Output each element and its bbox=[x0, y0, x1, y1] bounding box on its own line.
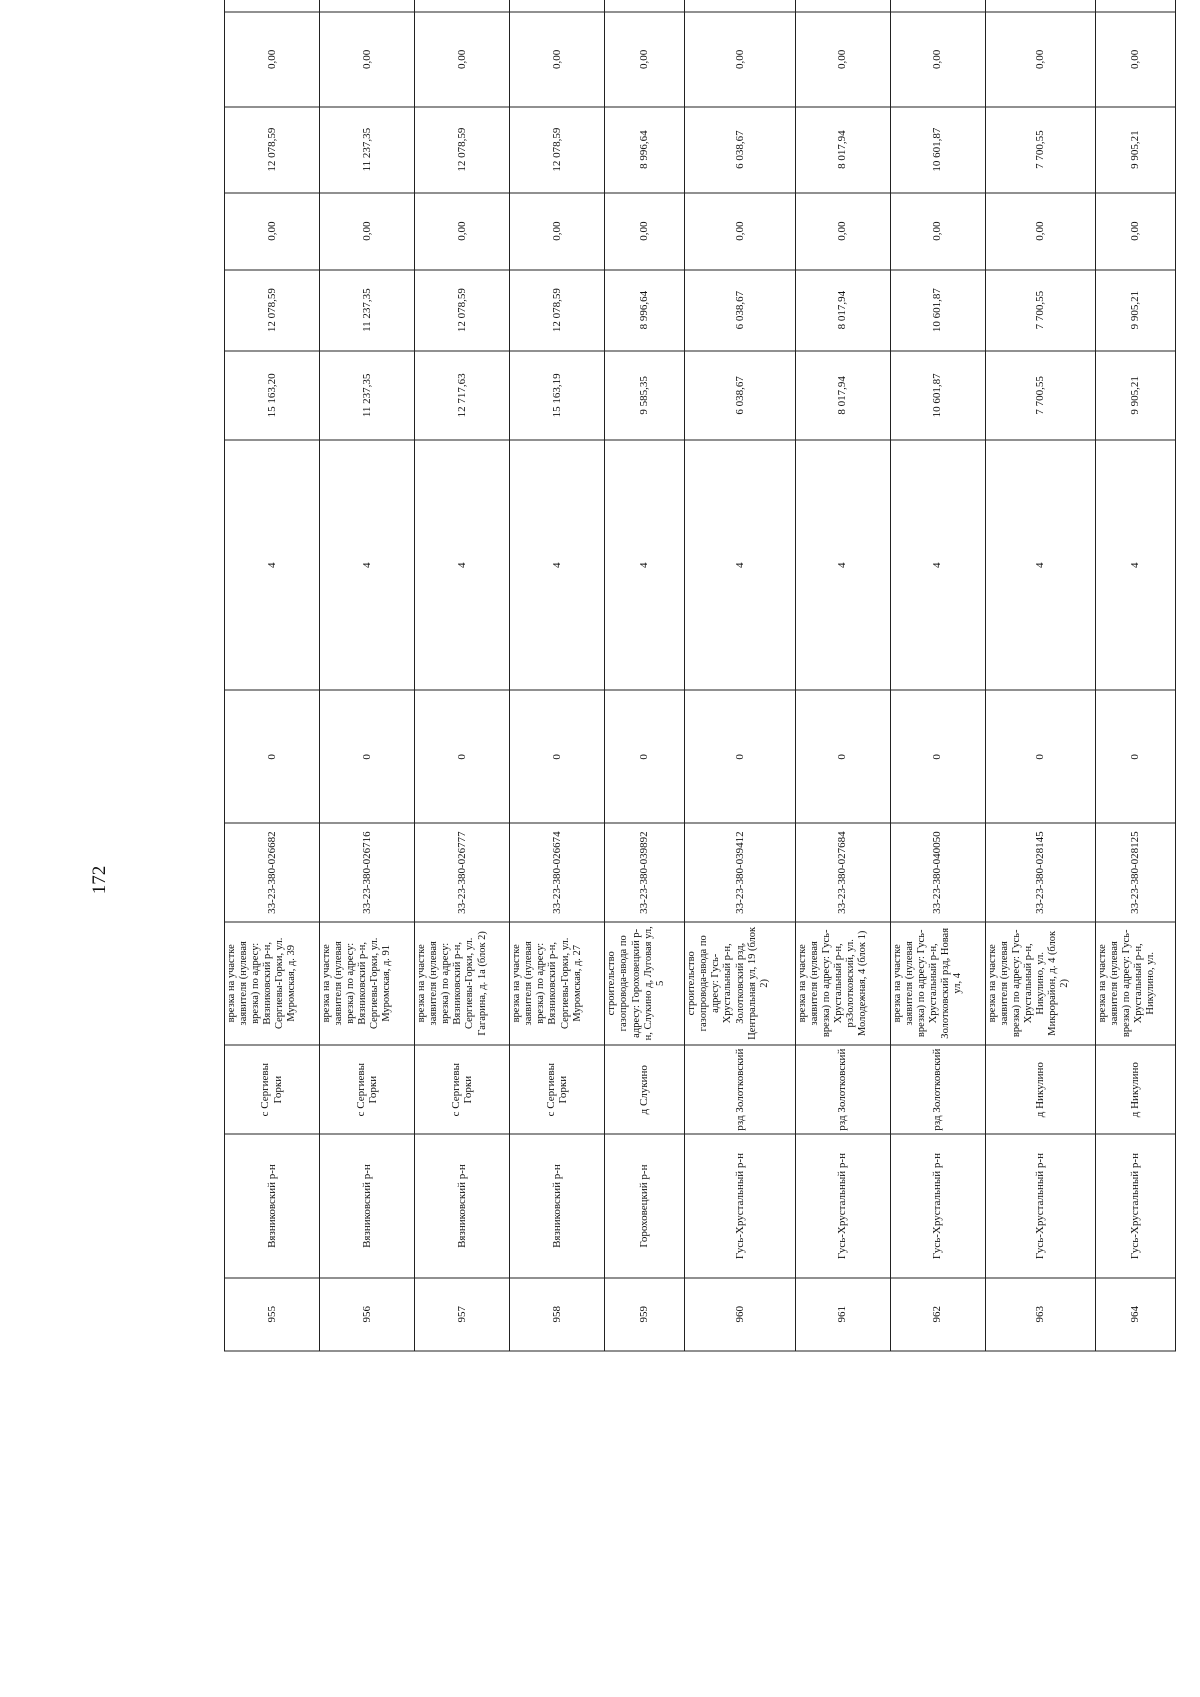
table-row bbox=[605, 0, 685, 1351]
amount-cell: 10 601,87 bbox=[890, 351, 985, 441]
amount-cell: 0,00 bbox=[225, 12, 320, 107]
locality-cell: д Слукино bbox=[605, 1045, 685, 1135]
amount-cell: 12 078,59 bbox=[415, 270, 510, 351]
value-cell: 4 bbox=[685, 440, 795, 690]
amount-cell: 0,00 bbox=[415, 193, 510, 270]
amount-cell: 8 017,94 bbox=[795, 351, 890, 441]
district-cell: Вязниковский р-н bbox=[225, 1135, 320, 1278]
row-number: 959 bbox=[605, 1278, 685, 1351]
page-number: 172 bbox=[89, 865, 110, 895]
district-cell: Гусь-Хрустальный р-н bbox=[685, 1135, 795, 1278]
table-row bbox=[320, 0, 415, 1351]
amount-cell: 12 078,59 bbox=[225, 270, 320, 351]
locality-cell: рзд Золотковский bbox=[795, 1045, 890, 1135]
code-cell: 33-23-380-040050 bbox=[890, 823, 985, 921]
amount-cell: 8 996,64 bbox=[605, 107, 685, 193]
amount-cell: 0,00 bbox=[605, 12, 685, 107]
value-cell: 0 bbox=[890, 690, 985, 823]
table-row bbox=[225, 0, 320, 1351]
table-row bbox=[510, 0, 605, 1351]
amount-cell: 7 700,55 bbox=[985, 270, 1095, 351]
amount-cell: 0,00 bbox=[605, 193, 685, 270]
district-cell: Гороховецкий р-н bbox=[605, 1135, 685, 1278]
row-number: 964 bbox=[1096, 1278, 1176, 1351]
amount-cell: 6 038,67 bbox=[685, 351, 795, 441]
value-cell: 0 bbox=[605, 690, 685, 823]
code-cell: 33-23-380-039412 bbox=[685, 823, 795, 921]
value-cell: 4 bbox=[795, 440, 890, 690]
amount-cell: 0,00 bbox=[1096, 12, 1176, 107]
amount-cell bbox=[225, 0, 320, 12]
district-cell: Вязниковский р-н bbox=[510, 1135, 605, 1278]
table-row bbox=[685, 0, 795, 1351]
description-cell: врезка на участке заявителя (нулевая врезка) по адресу: Вязниковский р-н, Сергиевы-Горки, ул. Муромская, д. 27 bbox=[510, 922, 605, 1045]
amount-cell: 15 163,19 bbox=[510, 351, 605, 441]
value-cell: 0 bbox=[510, 690, 605, 823]
amount-cell bbox=[510, 0, 605, 12]
row-number: 956 bbox=[320, 1278, 415, 1351]
amount-cell: 0,00 bbox=[1096, 193, 1176, 270]
amount-cell: 0,00 bbox=[320, 193, 415, 270]
amount-cell: 0,00 bbox=[510, 193, 605, 270]
value-cell: 0 bbox=[1096, 690, 1176, 823]
amount-cell: 10 601,87 bbox=[890, 107, 985, 193]
amount-cell bbox=[320, 0, 415, 12]
value-cell: 4 bbox=[985, 440, 1095, 690]
locality-cell: с Сергиевы Горки bbox=[225, 1045, 320, 1135]
row-number: 960 bbox=[685, 1278, 795, 1351]
amount-cell: 8 996,64 bbox=[605, 270, 685, 351]
description-cell: врезка на участке заявителя (нулевая врезка) по адресу: Гусь-Хрустальный р-н, рзЗолотковский, ул. Молодежная, 4 (блок 1) bbox=[795, 922, 890, 1045]
amount-cell: 12 078,59 bbox=[415, 107, 510, 193]
table-row bbox=[1096, 0, 1176, 1351]
code-cell: 33-23-380-028145 bbox=[985, 823, 1095, 921]
district-cell: Гусь-Хрустальный р-н bbox=[890, 1135, 985, 1278]
amount-cell: 12 078,59 bbox=[510, 107, 605, 193]
amount-cell bbox=[605, 0, 685, 12]
row-number: 961 bbox=[795, 1278, 890, 1351]
amount-cell bbox=[415, 0, 510, 12]
row-number: 958 bbox=[510, 1278, 605, 1351]
locality-cell: д Никулино bbox=[1096, 1045, 1176, 1135]
data-table bbox=[224, 0, 1176, 1352]
locality-cell: с Сергиевы Горки bbox=[510, 1045, 605, 1135]
amount-cell bbox=[795, 0, 890, 12]
district-cell: Гусь-Хрустальный р-н bbox=[795, 1135, 890, 1278]
amount-cell: 0,00 bbox=[415, 12, 510, 107]
row-number: 962 bbox=[890, 1278, 985, 1351]
amount-cell: 0,00 bbox=[320, 12, 415, 107]
table-row bbox=[890, 0, 985, 1351]
amount-cell: 0,00 bbox=[985, 193, 1095, 270]
value-cell: 4 bbox=[605, 440, 685, 690]
row-number: 957 bbox=[415, 1278, 510, 1351]
amount-cell: 11 237,35 bbox=[320, 351, 415, 441]
amount-cell: 9 905,21 bbox=[1096, 107, 1176, 193]
amount-cell: 10 601,87 bbox=[890, 270, 985, 351]
value-cell: 0 bbox=[795, 690, 890, 823]
table-row bbox=[795, 0, 890, 1351]
rotated-table-container bbox=[224, 0, 1176, 1352]
code-cell: 33-23-380-026674 bbox=[510, 823, 605, 921]
amount-cell: 12 078,59 bbox=[510, 270, 605, 351]
amount-cell: 8 017,94 bbox=[795, 107, 890, 193]
amount-cell bbox=[685, 0, 795, 12]
amount-cell: 11 237,35 bbox=[320, 107, 415, 193]
value-cell: 0 bbox=[320, 690, 415, 823]
amount-cell: 6 038,67 bbox=[685, 107, 795, 193]
code-cell: 33-23-380-026777 bbox=[415, 823, 510, 921]
value-cell: 0 bbox=[685, 690, 795, 823]
table-body bbox=[225, 0, 1176, 1351]
value-cell: 0 bbox=[985, 690, 1095, 823]
amount-cell bbox=[1096, 0, 1176, 12]
district-cell: Гусь-Хрустальный р-н bbox=[985, 1135, 1095, 1278]
amount-cell bbox=[985, 0, 1095, 12]
description-cell: строительство газопровода-ввода по адресу: Гусь-Хрустальный р-н, Золотковский рзд, Центральная ул, 19 (блок 2) bbox=[685, 922, 795, 1045]
description-cell: врезка на участке заявителя (нулевая врезка) по адресу: Вязниковский р-н, Сергиевы-Горки, ул. Муромская, д. 39 bbox=[225, 922, 320, 1045]
amount-cell: 0,00 bbox=[685, 12, 795, 107]
value-cell: 4 bbox=[225, 440, 320, 690]
code-cell: 33-23-380-026682 bbox=[225, 823, 320, 921]
value-cell: 4 bbox=[1096, 440, 1176, 690]
description-cell: строительство газопровода-ввода по адресу: Гороховецкий р-н, Слукино д, Луговая ул, 5 bbox=[605, 922, 685, 1045]
row-number: 963 bbox=[985, 1278, 1095, 1351]
amount-cell bbox=[890, 0, 985, 12]
amount-cell: 0,00 bbox=[685, 193, 795, 270]
amount-cell: 0,00 bbox=[985, 12, 1095, 107]
amount-cell: 11 237,35 bbox=[320, 270, 415, 351]
row-number: 955 bbox=[225, 1278, 320, 1351]
amount-cell: 15 163,20 bbox=[225, 351, 320, 441]
description-cell: врезка на участке заявителя (нулевая врезка) по адресу: Гусь-Хрустальный р-н, Золотковский рзд, Новая ул, 4 bbox=[890, 922, 985, 1045]
code-cell: 33-23-380-027684 bbox=[795, 823, 890, 921]
value-cell: 4 bbox=[890, 440, 985, 690]
amount-cell: 12 078,59 bbox=[225, 107, 320, 193]
amount-cell: 6 038,67 bbox=[685, 270, 795, 351]
code-cell: 33-23-380-026716 bbox=[320, 823, 415, 921]
description-cell: врезка на участке заявителя (нулевая врезка) по адресу: Гусь-Хрустальный р-н, Никулино, ул. bbox=[1096, 922, 1176, 1045]
district-cell: Вязниковский р-н bbox=[320, 1135, 415, 1278]
amount-cell: 9 585,35 bbox=[605, 351, 685, 441]
amount-cell: 7 700,55 bbox=[985, 351, 1095, 441]
amount-cell: 0,00 bbox=[510, 12, 605, 107]
locality-cell: д Никулино bbox=[985, 1045, 1095, 1135]
description-cell: врезка на участке заявителя (нулевая врезка) по адресу: Вязниковский р-н, Сергиевы-Горки, ул. Гагарина, д. 1а (блок 2) bbox=[415, 922, 510, 1045]
value-cell: 4 bbox=[510, 440, 605, 690]
table-row bbox=[985, 0, 1095, 1351]
amount-cell: 7 700,55 bbox=[985, 107, 1095, 193]
locality-cell: с Сергиевы Горки bbox=[415, 1045, 510, 1135]
amount-cell: 0,00 bbox=[795, 12, 890, 107]
code-cell: 33-23-380-028125 bbox=[1096, 823, 1176, 921]
locality-cell: рзд Золотковский bbox=[890, 1045, 985, 1135]
table-row bbox=[415, 0, 510, 1351]
amount-cell: 8 017,94 bbox=[795, 270, 890, 351]
amount-cell: 9 905,21 bbox=[1096, 351, 1176, 441]
amount-cell: 12 717,63 bbox=[415, 351, 510, 441]
value-cell: 4 bbox=[320, 440, 415, 690]
amount-cell: 0,00 bbox=[890, 193, 985, 270]
district-cell: Гусь-Хрустальный р-н bbox=[1096, 1135, 1176, 1278]
description-cell: врезка на участке заявителя (нулевая врезка) по адресу: Вязниковский р-н, Сергиевы-Горки, ул. Муромская, д. 91 bbox=[320, 922, 415, 1045]
district-cell: Вязниковский р-н bbox=[415, 1135, 510, 1278]
description-cell: врезка на участке заявителя (нулевая врезка) по адресу: Гусь-Хрустальный р-н, Никулино, ул. Микрорайон, д. 4 (блок 2) bbox=[985, 922, 1095, 1045]
amount-cell: 0,00 bbox=[225, 193, 320, 270]
amount-cell: 0,00 bbox=[795, 193, 890, 270]
locality-cell: рзд Золотковский bbox=[685, 1045, 795, 1135]
value-cell: 4 bbox=[415, 440, 510, 690]
locality-cell: с Сергиевы Горки bbox=[320, 1045, 415, 1135]
value-cell: 0 bbox=[225, 690, 320, 823]
code-cell: 33-23-380-039892 bbox=[605, 823, 685, 921]
value-cell: 0 bbox=[415, 690, 510, 823]
amount-cell: 9 905,21 bbox=[1096, 270, 1176, 351]
amount-cell: 0,00 bbox=[890, 12, 985, 107]
